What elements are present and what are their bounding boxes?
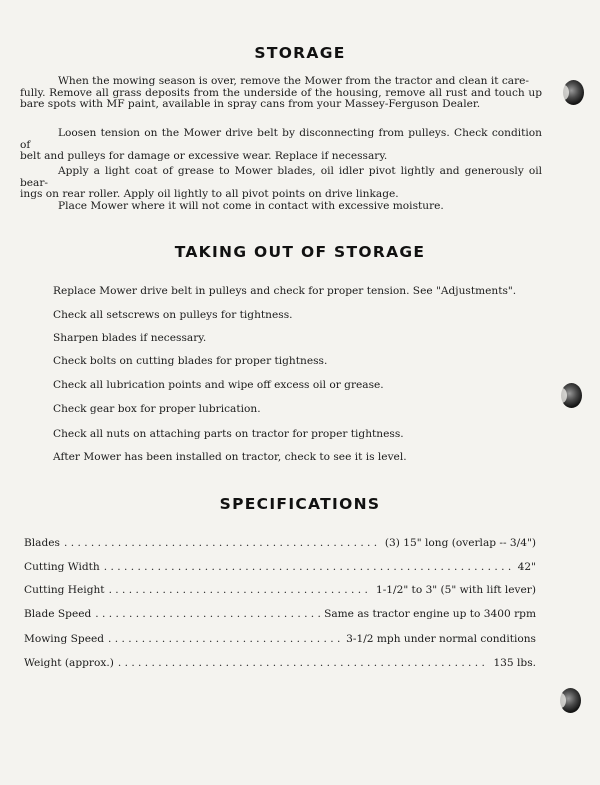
spec-label: Mowing Speed bbox=[24, 633, 105, 645]
storage-paragraph-3-rest: ings on rear roller. Apply oil lightly to all pivot points on drive linkage. bbox=[20, 188, 399, 201]
specifications-heading: SPECIFICATIONS bbox=[219, 495, 381, 513]
storage-paragraph-3 bbox=[20, 166, 542, 201]
spec-leader-dots bbox=[109, 584, 372, 596]
storage-checklist-item: Sharpen blades if necessary. bbox=[53, 332, 207, 344]
storage-paragraph-4: Place Mower where it will not come in contact with excessive moisture. bbox=[58, 200, 444, 212]
spec-value: Same as tractor engine up to 3400 rpm bbox=[324, 608, 536, 620]
storage-paragraph-1-rest: fully. Remove all grass deposits from the underside of the housing, remove all rust and touch up bare spots with MF paint, available in spray cans from your Massey-Ferguson Dealer. bbox=[20, 86, 542, 111]
spec-row-mowing-speed bbox=[24, 633, 536, 647]
spec-leader-dots bbox=[95, 608, 320, 620]
spec-row-blade-speed bbox=[24, 608, 536, 622]
storage-paragraph-2 bbox=[20, 128, 542, 163]
storage-paragraph-2-first-line: Loosen tension on the Mower drive belt by disconnecting from pulleys. Check condition of bbox=[20, 127, 542, 151]
storage-heading: STORAGE bbox=[254, 44, 346, 62]
spec-value: (3) 15" long (overlap -- 3/4") bbox=[384, 537, 536, 549]
taking-out-of-storage-heading: TAKING OUT OF STORAGE bbox=[174, 243, 426, 261]
storage-checklist-item: Check all lubrication points and wipe off excess oil or grease. bbox=[53, 379, 384, 391]
spec-value: 42" bbox=[517, 561, 536, 573]
storage-paragraph-1 bbox=[20, 76, 542, 111]
spec-label: Weight (approx.) bbox=[24, 657, 114, 669]
storage-paragraph-2-rest: belt and pulleys for damage or excessive wear. Replace if necessary. bbox=[20, 150, 388, 163]
spec-leader-dots bbox=[118, 657, 490, 669]
spec-leader-dots bbox=[104, 561, 514, 573]
binder-hole-icon bbox=[563, 80, 584, 105]
storage-checklist-item: Check gear box for proper lubrication. bbox=[53, 403, 261, 415]
spec-value: 3-1/2 mph under normal conditions bbox=[346, 633, 536, 645]
spec-label: Cutting Height bbox=[24, 584, 105, 596]
binder-hole-icon bbox=[560, 688, 581, 713]
storage-checklist-item: Check all setscrews on pulleys for tightness. bbox=[53, 309, 293, 321]
spec-row-weight bbox=[24, 657, 536, 671]
spec-leader-dots bbox=[64, 537, 381, 549]
spec-label: Blade Speed bbox=[24, 608, 92, 620]
storage-paragraph-3-first-line: Apply a light coat of grease to Mower blades, oil idler pivot lightly and generously oil bear- bbox=[20, 165, 542, 189]
storage-paragraph-1-first-line: When the mowing season is over, remove the Mower from the tractor and clean it care- bbox=[58, 75, 530, 87]
spec-row-cutting-width bbox=[24, 561, 536, 575]
spec-value: 135 lbs. bbox=[493, 657, 536, 669]
spec-label: Cutting Width bbox=[24, 561, 100, 573]
storage-checklist-item: Check bolts on cutting blades for proper tightness. bbox=[53, 355, 328, 367]
spec-value: 1-1/2" to 3" (5" with lift lever) bbox=[375, 584, 536, 596]
spec-leader-dots bbox=[108, 633, 342, 645]
spec-row-cutting-height bbox=[24, 584, 536, 598]
storage-checklist-item: Check all nuts on attaching parts on tractor for proper tightness. bbox=[53, 428, 404, 440]
storage-checklist-item: After Mower has been installed on tractor, check to see it is level. bbox=[53, 451, 407, 463]
spec-label: Blades bbox=[24, 537, 60, 549]
storage-checklist-item: Replace Mower drive belt in pulleys and check for proper tension. See "Adjustments". bbox=[53, 285, 517, 297]
spec-row-blades bbox=[24, 537, 536, 551]
binder-hole-icon bbox=[561, 383, 582, 408]
